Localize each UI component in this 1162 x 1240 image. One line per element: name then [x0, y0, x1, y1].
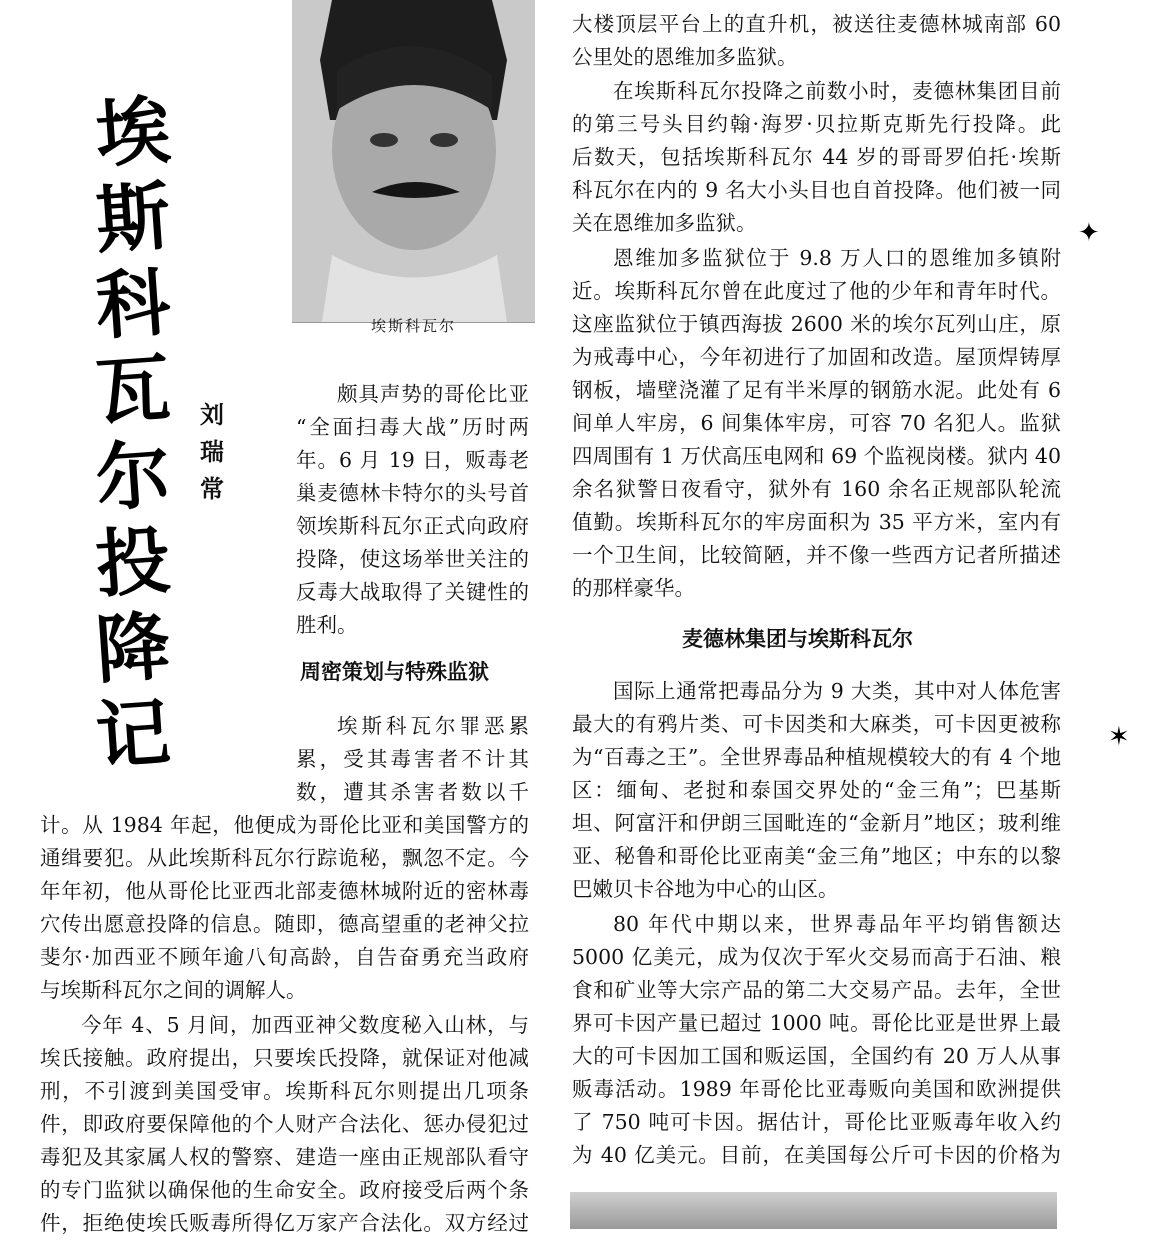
- text-line: 了 750 吨可卡因。据估计，哥伦比亚贩毒年收入约: [572, 1110, 1061, 1134]
- text-line: 近。埃斯科瓦尔曾在此度过了他的少年和青年时代。: [572, 279, 1061, 303]
- text-line: 科瓦尔在内的 9 名大小头目也自首投降。他们被一同: [572, 178, 1061, 202]
- text-line: 这座监狱位于镇西海拔 2600 米的埃尔瓦列山庄，原: [572, 312, 1061, 336]
- title-char: 瓦: [93, 345, 173, 437]
- text-line: 大楼顶层平台上的直升机，被送往麦德林城南部 60: [572, 12, 1061, 36]
- text-line: 坦、阿富汗和伊朗三国毗连的“金新月”地区；玻利维: [572, 811, 1061, 835]
- text-line: 通缉要犯。从此埃斯科瓦尔行踪诡秘，飘忽不定。今: [40, 846, 529, 870]
- text-line: 反毒大战取得了关键性的: [296, 580, 529, 604]
- text-line: 公里处的恩维加多监狱。: [572, 45, 798, 69]
- text-line: 关在恩维加多监狱。: [572, 211, 757, 235]
- text-line: 80 年代中期以来，世界毒品年平均销售额达: [613, 912, 1061, 936]
- text-line: 巴嫩贝卡谷地为中心的山区。: [572, 877, 839, 901]
- text-line: 数，遭其杀害者数以千: [296, 780, 529, 804]
- author-char: 常: [200, 474, 224, 503]
- text-line: 为“百毒之王”。全世界毒品种植规模较大的有 4 个地: [572, 745, 1061, 769]
- paragraph-1-wide: [40, 809, 529, 1007]
- title-char: 投: [93, 517, 173, 609]
- text-line: 界可卡因产量已超过 1000 吨。哥伦比亚是世界上最: [572, 1011, 1061, 1035]
- text-line: 在埃斯科瓦尔投降之前数小时，麦德林集团目前: [613, 79, 1061, 103]
- author-name: [196, 396, 228, 507]
- text-line: 四周围有 1 万伏高压电网和 69 个监视岗楼。狱内 40: [572, 444, 1061, 468]
- text-line: “全面扫毒大战”历时两: [296, 415, 529, 439]
- text-line: 钢板，墙壁浇灌了足有半米厚的钢筋水泥。此处有 6: [572, 378, 1061, 402]
- text-line: 与埃斯科瓦尔之间的调解人。: [40, 978, 307, 1002]
- text-line: 巢麦德林卡特尔的头号首: [296, 481, 529, 505]
- text-line: 为戒毒中心，今年初进行了加固和改造。屋顶焊铸厚: [572, 345, 1061, 369]
- text-line: 颇具声势的哥伦比亚: [337, 382, 529, 406]
- text-line: 计。从 1984 年起，他便成为哥伦比亚和美国警方的: [40, 813, 529, 837]
- ink-speck: ✶: [1108, 722, 1130, 752]
- text-line: 区：缅甸、老挝和泰国交界处的“金三角”；巴基斯: [572, 778, 1061, 802]
- text-line: 恩维加多监狱位于 9.8 万人口的恩维加多镇附: [613, 246, 1061, 270]
- photo-caption: 埃斯科瓦尔: [370, 317, 456, 335]
- paragraph-1-narrow: [296, 710, 529, 809]
- text-line: 领埃斯科瓦尔正式向政府: [296, 514, 529, 538]
- text-line: 的专门监狱以确保他的生命安全。政府接受后两个条: [40, 1178, 529, 1202]
- right-paragraph-0: [572, 8, 1061, 74]
- title-char: 埃: [93, 87, 173, 179]
- title-char: 记: [93, 689, 173, 781]
- text-line: 亚、秘鲁和哥伦比亚南美“金三角”地区；中东的以黎: [572, 844, 1061, 868]
- text-line: 食和矿业等大宗产品的第二大交易产品。去年，全世: [572, 978, 1061, 1002]
- text-line: 刑，不引渡到美国受审。埃斯科瓦尔则提出几项条: [40, 1079, 529, 1103]
- text-line: 间单人牢房，6 间集体牢房，可容 70 名犯人。监狱: [572, 411, 1061, 435]
- section-heading-1: 周密策划与特殊监狱: [300, 659, 489, 684]
- text-line: 贩毒活动。1989 年哥伦比亚毒贩向美国和欧洲提供: [572, 1077, 1061, 1101]
- author-char: 刘: [200, 400, 224, 429]
- text-line: 件，即政府要保障他的个人财产合法化、惩办侵犯过: [40, 1112, 529, 1136]
- article-title: [78, 87, 188, 781]
- text-line: 件，拒绝使埃氏贩毒所得亿万家产合法化。双方经过: [40, 1211, 529, 1235]
- title-char: 降: [93, 603, 173, 695]
- text-line: 埃斯科瓦尔罪恶累: [337, 714, 529, 738]
- portrait-image: [292, 0, 535, 322]
- author-char: 瑞: [200, 437, 224, 466]
- text-line: 年年初，他从哥伦比亚西北部麦德林城附近的密林毒: [40, 879, 529, 903]
- right-paragraph-4: [572, 908, 1061, 1172]
- text-line: 余名狱警日夜看守，狱外有 160 余名正规部队轮流: [572, 477, 1061, 501]
- paragraph-2: [40, 1009, 529, 1240]
- title-char: 科: [93, 259, 173, 351]
- text-line: 斐尔·加西亚不顾年逾八旬高龄，自告奋勇充当政府: [40, 945, 529, 969]
- text-line: 值勤。埃斯科瓦尔的牢房面积为 35 平方米，室内有: [572, 510, 1061, 534]
- text-line: 的那样豪华。: [572, 576, 695, 600]
- ink-speck: ✦: [1078, 218, 1100, 248]
- right-paragraph-2: [572, 242, 1061, 605]
- text-line: 毒犯及其家属人权的警察、建造一座由正规部队看守: [40, 1145, 529, 1169]
- title-char: 斯: [93, 173, 173, 265]
- text-line: 5000 亿美元，成为仅次于军火交易而高于石油、粮: [572, 945, 1061, 969]
- text-line: 国际上通常把毒品分为 9 大类，其中对人体危害: [613, 679, 1061, 703]
- bottom-photo: [570, 1192, 1057, 1229]
- right-paragraph-1: [572, 75, 1061, 240]
- text-line: 投降，使这场举世关注的: [296, 547, 529, 571]
- intro-paragraph: [296, 378, 529, 642]
- text-line: 胜利。: [296, 613, 358, 637]
- text-line: 后数天，包括埃斯科瓦尔 44 岁的哥哥罗伯托·埃斯: [572, 145, 1061, 169]
- section-heading-2: 麦德林集团与埃斯科瓦尔: [682, 626, 913, 651]
- text-line: 一个卫生间，比较简陋，并不像一些西方记者所描述: [572, 543, 1061, 567]
- text-line: 今年 4、5 月间，加西亚神父数度秘入山林，与: [81, 1013, 529, 1037]
- text-line: 为 40 亿美元。目前，在美国每公斤可卡因的价格为: [572, 1143, 1061, 1167]
- right-paragraph-3: [572, 675, 1061, 906]
- text-line: 大的可卡因加工国和贩运国，全国约有 20 万人从事: [572, 1044, 1061, 1068]
- text-line: 穴传出愿意投降的信息。随即，德高望重的老神父拉: [40, 912, 529, 936]
- title-char: 尔: [93, 431, 173, 523]
- text-line: 最大的有鸦片类、可卡因类和大麻类，可卡因更被称: [572, 712, 1061, 736]
- text-line: 年。6 月 19 日，贩毒老: [296, 448, 529, 472]
- text-line: 的第三号头目约翰·海罗·贝拉斯克斯先行投降。此: [572, 112, 1061, 136]
- portrait-photo: [292, 0, 535, 323]
- text-line: 埃氏接触。政府提出，只要埃氏投降，就保证对他减: [40, 1046, 529, 1070]
- text-line: 累，受其毒害者不计其: [296, 747, 529, 771]
